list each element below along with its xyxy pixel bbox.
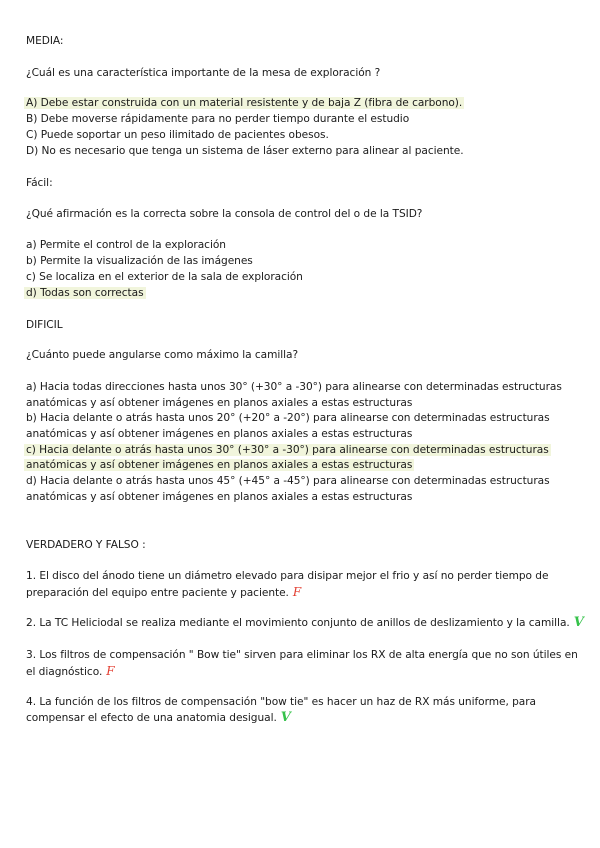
q3-option-c-line2-correct: anatómicas y así obtener imágenes en planos axiales a estas estructuras xyxy=(26,459,413,471)
q1-option-a-correct: A) Debe estar construida con un material resistente y de baja Z (fibra de carbono). xyxy=(26,97,463,109)
q3-option-c-line1-correct: c) Hacia delante o atrás hasta unos 30° (+30° a -30°) para alinearse con determinadas estructuras xyxy=(26,444,549,456)
q3-option-d-line1: d) Hacia delante o atrás hasta unos 45° (+45° a -45°) para alinearse con determinadas estructuras xyxy=(26,475,550,487)
q3-question: ¿Cuánto puede angularse como máximo la camilla? xyxy=(26,349,299,361)
q3-level: DIFICIL xyxy=(26,319,63,331)
q3-option-d-line2: anatómicas y así obtener imágenes en planos axiales a estas estructuras xyxy=(26,491,413,503)
tf-item-1-line1: 1. El disco del ánodo tiene un diámetro elevado para disipar mejor el frio y así no perder tiempo de xyxy=(26,570,549,582)
false-mark: F xyxy=(106,664,115,678)
false-mark: F xyxy=(292,585,302,599)
q1-option-b: B) Debe moverse rápidamente para no perder tiempo durante el estudio xyxy=(26,113,410,125)
tf-item-4-line2: compensar el efecto de una anatomia desigual. xyxy=(26,712,277,724)
true-checkmark: V xyxy=(280,710,291,725)
tf-item-1-line2: preparación del equipo entre paciente y paciente. xyxy=(26,587,289,599)
q2-option-a: a) Permite el control de la exploración xyxy=(26,239,226,251)
tf-item-3-line2: el diagnóstico. xyxy=(26,666,103,678)
q1-option-d: D) No es necesario que tenga un sistema de láser externo para alinear al paciente. xyxy=(26,145,464,157)
tf-item-2-line1: 2. La TC Heliciodal se realiza mediante el movimiento conjunto de anillos de deslizamiento y la camilla. xyxy=(26,617,570,629)
tf-title: VERDADERO Y FALSO : xyxy=(26,539,146,551)
q2-option-c: c) Se localiza en el exterior de la sala de exploración xyxy=(26,271,303,283)
q3-option-b-line1: b) Hacia delante o atrás hasta unos 20° (+20° a -20°) para alinearse con determinadas estructuras xyxy=(26,412,550,424)
q1-option-c: C) Puede soportar un peso ilimitado de pacientes obesos. xyxy=(26,129,329,141)
q3-option-b-line2: anatómicas y así obtener imágenes en planos axiales a estas estructuras xyxy=(26,428,413,440)
true-checkmark: V xyxy=(573,615,584,630)
q1-question: ¿Cuál es una característica importante de la mesa de exploración ? xyxy=(26,67,381,79)
q2-level: Fácil: xyxy=(26,177,53,189)
q2-option-d-correct: d) Todas son correctas xyxy=(26,287,144,299)
q2-option-b: b) Permite la visualización de las imágenes xyxy=(26,255,253,267)
tf-item-3-line1: 3. Los filtros de compensación " Bow tie" sirven para eliminar los RX de alta energía que no son útiles en xyxy=(26,649,578,661)
q2-question: ¿Qué afirmación es la correcta sobre la consola de control del o de la TSID? xyxy=(26,208,423,220)
q1-level: MEDIA: xyxy=(26,35,64,47)
q3-option-a-line1: a) Hacia todas direcciones hasta unos 30° (+30° a -30°) para alinearse con determinadas estructuras xyxy=(26,381,562,393)
q3-option-a-line2: anatómicas y así obtener imágenes en planos axiales a estas estructuras xyxy=(26,397,413,409)
tf-item-4-line1: 4. La función de los filtros de compensación "bow tie" es hacer un haz de RX más uniforme, para xyxy=(26,696,536,708)
